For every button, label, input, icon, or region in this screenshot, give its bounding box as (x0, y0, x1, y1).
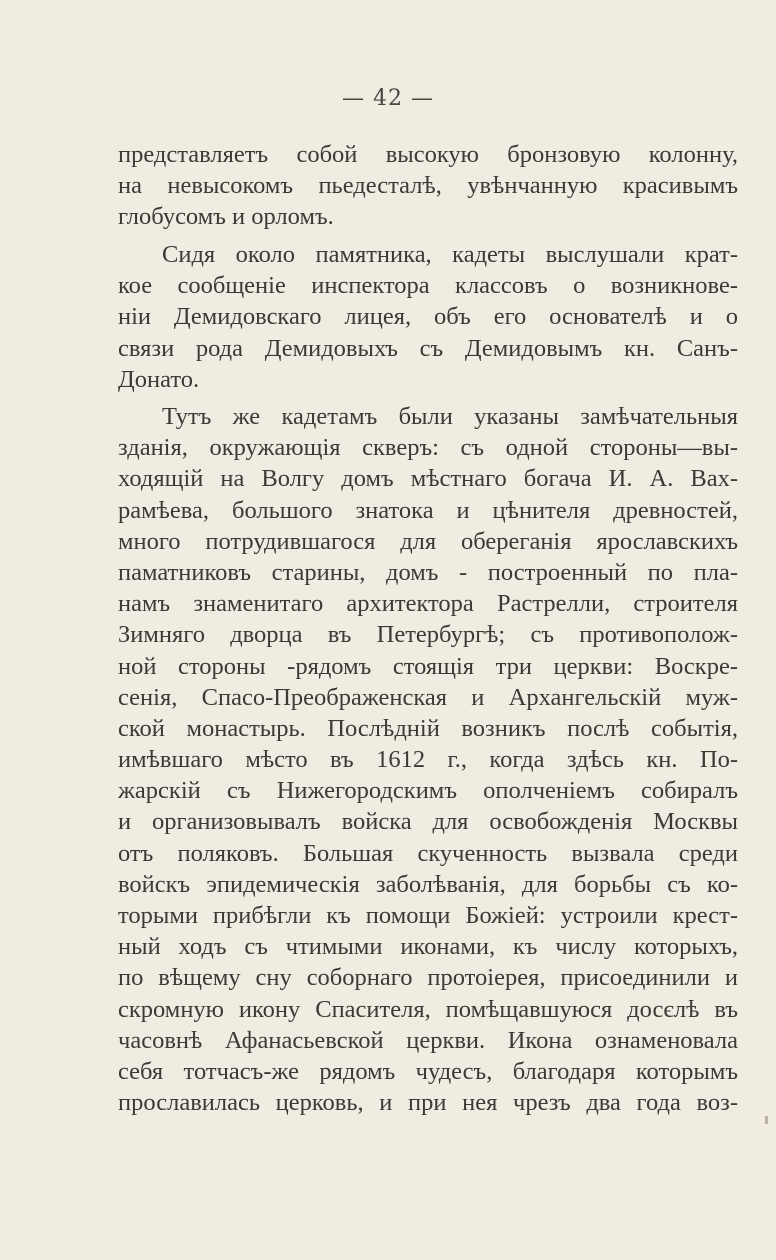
text-line: жарскій съ Нижегородскимъ ополченіемъ собиралъ (118, 777, 738, 805)
text-line: рамѣева, большого знатока и цѣнителя древностей, (118, 496, 738, 524)
text-line: представляетъ собой высокую бронзовую колонну, (118, 141, 738, 168)
paper-speck (765, 1116, 768, 1124)
text-line: ной стороны -рядомъ стоящія три церкви: Воскре- (118, 652, 738, 680)
text-line: Тутъ же кадетамъ были указаны замѣчательныя (162, 403, 738, 430)
text-line: скромную икону Спасителя, помѣщавшуюся досєлѣ въ (118, 995, 738, 1023)
text-line: Зимняго дворца въ Петербургѣ; съ противополож- (118, 621, 738, 649)
text-line: ніи Демидовскаго лицея, объ его основателѣ и о (118, 303, 738, 331)
text-line: Донато. (118, 365, 200, 393)
page-number: — 42 — (342, 86, 434, 111)
text-line: глобусомъ и орломъ. (118, 203, 334, 231)
text-line: имѣвшаго мѣсто въ 1612 г., когда здѣсь кн. По- (118, 746, 738, 774)
text-line: войскъ эпидемическія заболѣванія, для борьбы съ ко- (118, 870, 738, 898)
text-line: прославилась церковь, и при нея чрезъ два года воз- (118, 1089, 738, 1117)
paragraph-2 (118, 239, 738, 395)
text-line: ходящій на Волгу домъ мѣстнаго богача И. А. Вах- (118, 465, 738, 493)
text-line: отъ поляковъ. Большая скученность вызвала среди (118, 839, 738, 867)
text-line: и организовывалъ войска для освобожденія Москвы (118, 808, 738, 836)
text-line: паматниковъ старины, домъ - построенный по пла- (118, 558, 738, 586)
text-line: торыми прибѣгли къ помощи Божіей: устроили крест- (118, 902, 738, 929)
paragraph-1 (118, 139, 738, 233)
text-line: по вѣщему сну соборнаго протоіерея, присоединили и (118, 964, 738, 992)
paragraph-3 (118, 401, 738, 1118)
text-line: намъ знаменитаго архитектора Растрелли, строителя (118, 590, 738, 618)
text-line: кое сообщеніе инспектора классовъ о возникнове- (118, 272, 738, 300)
text-line: часовнѣ Афанасьевской церкви. Икона ознаменовала (118, 1026, 738, 1054)
text-line: ской монастырь. Послѣдній возникъ послѣ событія, (118, 714, 738, 742)
text-line: ный ходъ съ чтимыми иконами, къ числу которыхъ, (118, 933, 738, 961)
text-line: много потрудившагося для обереганія ярославскихъ (118, 527, 738, 555)
text-line: Сидя около памятника, кадеты выслушали крат- (162, 241, 738, 268)
text-line: сенія, Спасо-Преображенская и Архангельскій муж- (118, 683, 738, 711)
text-line: на невысокомъ пьедесталѣ, увѣнчанную красивымъ (118, 172, 738, 200)
text-line: связи рода Демидовыхъ съ Демидовымъ кн. Санъ- (118, 334, 738, 362)
text-line: себя тотчасъ-же рядомъ чудесъ, благодаря которымъ (118, 1057, 738, 1085)
text-line: зданія, окружающія скверъ: съ одной стороны—вы- (118, 434, 738, 462)
